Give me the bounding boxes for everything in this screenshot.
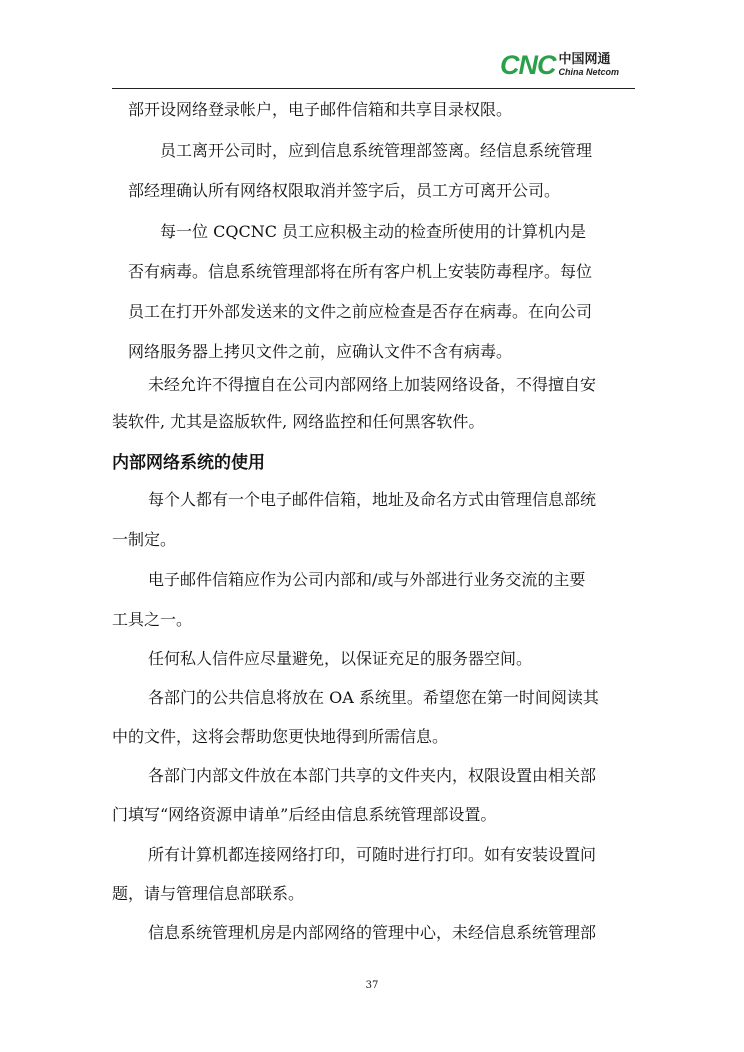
page-number: 37 [365, 980, 379, 991]
body-line: 未经允许不得擅自在公司内部网络上加装网络设备，不得擅自安 [148, 375, 597, 394]
section-line: 所有计算机都连接网络打印，可随时进行打印。如有安装设置问 [148, 845, 597, 864]
logo-english-name: China Netcom [558, 67, 620, 77]
section-line: 中的文件，这将会帮助您更快地得到所需信息。 [112, 727, 449, 746]
section-line: 信息系统管理机房是内部网络的管理中心，未经信息系统管理部 [148, 923, 597, 942]
body-line: 员工在打开外部发送来的文件之前应检查是否存在病毒。在向公司 [128, 302, 593, 321]
body-line: 部经理确认所有网络权限取消并签字后，员工方可离开公司。 [128, 181, 561, 200]
body-line: 部开设网络登录帐户，电子邮件信箱和共享目录权限。 [128, 100, 513, 119]
section-line: 门填写“网络资源申请单”后经由信息系统管理部设置。 [112, 805, 497, 824]
body-line: 每一位 CQCNC 员工应积极主动的检查所使用的计算机内是 [160, 222, 587, 241]
section-heading: 内部网络系统的使用 [112, 453, 265, 473]
body-line: 否有病毒。信息系统管理部将在所有客户机上安装防毒程序。每位 [128, 262, 593, 281]
section-line: 电子邮件信箱应作为公司内部和/或与外部进行业务交流的主要 [148, 570, 586, 589]
china-netcom-logo [500, 48, 619, 82]
section-line: 任何私人信件应尽量避免，以保证充足的服务器空间。 [148, 649, 533, 668]
logo-text [559, 53, 620, 77]
section-line: 每个人都有一个电子邮件信箱，地址及命名方式由管理信息部统 [148, 490, 597, 509]
body-line: 员工离开公司时，应到信息系统管理部签离。经信息系统管理 [160, 141, 593, 160]
logo-chinese-name: 中国网通 [558, 52, 611, 67]
section-line: 一制定。 [112, 530, 177, 549]
section-line: 各部门的公共信息将放在 OA 系统里。希望您在第一时间阅读其 [148, 688, 599, 707]
header-divider [112, 88, 635, 89]
body-line: 装软件, 尤其是盗版软件, 网络监控和任何黑客软件。 [112, 412, 485, 431]
section-line: 各部门内部文件放在本部门共享的文件夹内，权限设置由相关部 [148, 766, 597, 785]
section-line: 题，请与管理信息部联系。 [112, 884, 305, 903]
body-line: 网络服务器上拷贝文件之前，应确认文件不含有病毒。 [128, 342, 513, 361]
section-line: 工具之一。 [112, 610, 193, 629]
logo-mark: CNC [500, 49, 556, 80]
